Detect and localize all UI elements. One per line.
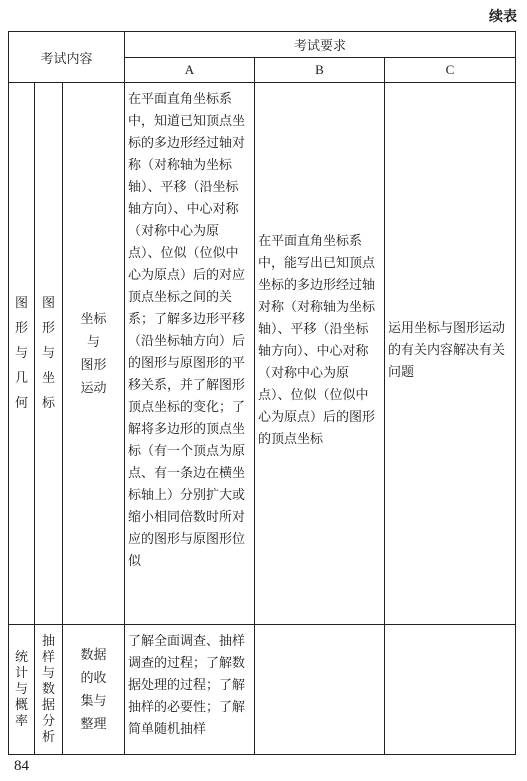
header-row (9, 32, 516, 58)
area-cell: 统 计 与 概 率 (9, 625, 35, 755)
subarea-cell: 图 形 与 坐 标 (35, 83, 63, 625)
topic-cell: 坐标 与 图形 运动 (63, 83, 125, 625)
table-row (9, 83, 516, 625)
header-level-c: C (385, 57, 516, 83)
level-c-cell: 运用坐标与图形运动的有关内容解决有关问题 (385, 83, 516, 625)
level-a-cell: 了解全面调查、抽样调查的过程；了解数据处理的过程；了解抽样的必要性；了解简单随机抽样 (125, 625, 255, 755)
subarea-cell: 抽 样 与 数 据 分 析 (35, 625, 63, 755)
level-c-cell (385, 625, 516, 755)
exam-requirements-table (8, 31, 516, 755)
level-b-cell: 在平面直角坐标系中，能写出已知顶点坐标的多边形经过轴对称（对称轴为坐标轴）、平移（沿坐标轴方向）、中心对称（对称中心为原点）、位似（位似中心为原点）后的图形的顶点坐标 (255, 83, 385, 625)
continued-table-label: 续表 (489, 9, 517, 25)
level-b-cell (255, 625, 385, 755)
level-a-cell: 在平面直角坐标系中，知道已知顶点坐标的多边形经过轴对称（对称轴为坐标轴）、平移（沿坐标轴方向）、中心对称（对称中心为原点）、位似（位似中心为原点）后的对应顶点坐标之间的关系；了解多边形平移（沿坐标轴方向）后的图形与原图形的平移关系，并了解图形顶点坐标的变化；了解将多边形的顶点坐标（有一个顶点为原点、有一条边在横坐标轴上）分别扩大或缩小相同倍数时所对应的图形与原图形位似 (125, 83, 255, 625)
header-requirements: 考试要求 (125, 32, 516, 58)
area-cell: 图 形 与 几 何 (9, 83, 35, 625)
page-number: 84 (14, 758, 29, 774)
header-level-a: A (125, 57, 255, 83)
header-level-b: B (255, 57, 385, 83)
header-content: 考试内容 (9, 32, 125, 83)
table-row (9, 625, 516, 755)
topic-cell: 数据 的收 集与 整理 (63, 625, 125, 755)
